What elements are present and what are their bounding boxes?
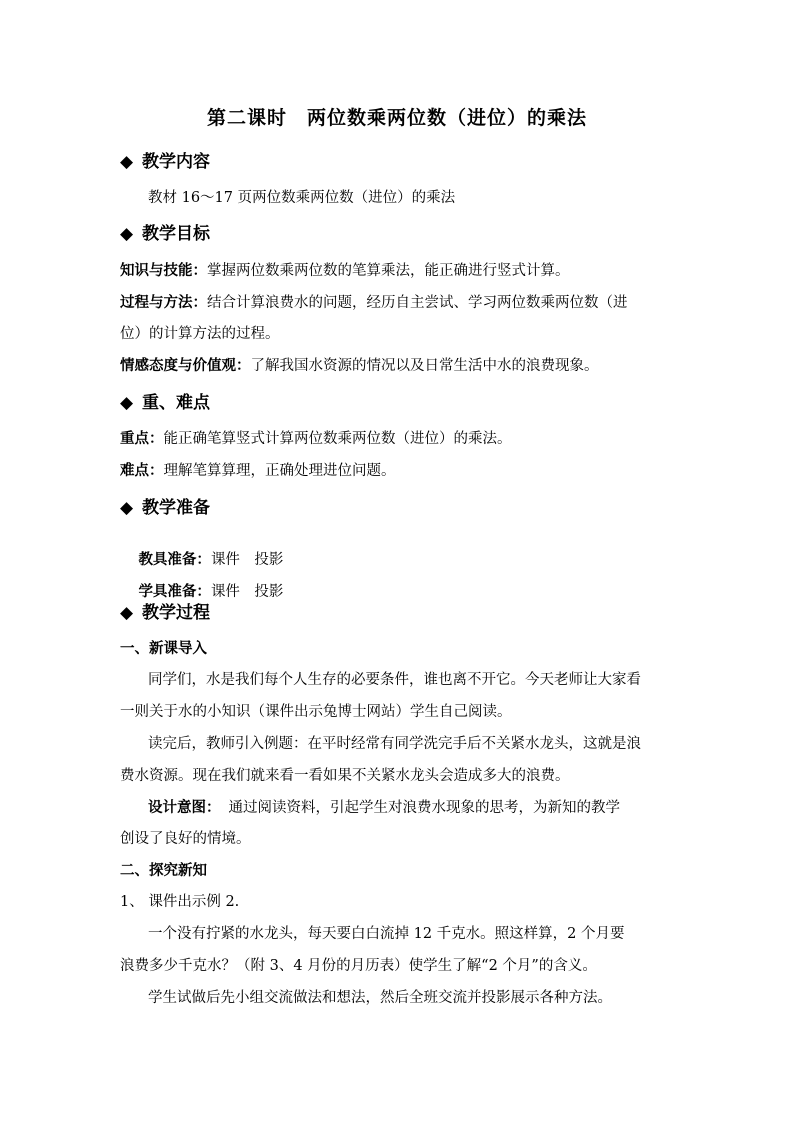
goal-knowledge <box>120 259 570 280</box>
goal-text: 结合计算浪费水的问题，经历自主尝试、学习两位数乘两位数（进 <box>207 295 628 311</box>
paragraph-line: 一个没有拧紧的水龙头，每天要白白流掉 12 千克水。照这样算，2 个月要 <box>148 926 625 942</box>
design-label: 设计意图： <box>148 799 221 816</box>
diamond-bullet-icon: ◆ <box>120 603 134 623</box>
section-heading-content <box>120 147 210 172</box>
diamond-bullet-icon: ◆ <box>120 393 134 413</box>
goal-process <box>120 291 628 312</box>
goal-process-cont: 位）的计算方法的过程。 <box>120 326 280 342</box>
paragraph-line: 同学们，水是我们每个人生存的必要条件，谁也离不开它。今天老师让大家看 <box>148 672 641 688</box>
prep-text: 课件 投影 <box>210 552 284 568</box>
key-label: 重点： <box>120 430 164 447</box>
difficult-point <box>120 459 396 480</box>
diamond-bullet-icon: ◆ <box>120 498 134 518</box>
paragraph-line: 浪费多少千克水？（附 3、4 月份的月历表）使学生了解“2 个月”的含义。 <box>120 958 597 974</box>
list-item: 1、 课件出示例 2. <box>120 894 240 910</box>
key-text: 能正确笔算竖式计算两位数乘两位数（进位）的乘法。 <box>163 431 512 447</box>
subheading-intro: 一、新课导入 <box>120 640 207 657</box>
document-title: 第二课时 两位数乘两位数（进位）的乘法 <box>206 107 587 129</box>
content-line: 教材 16～17 页两位数乘两位数（进位）的乘法 <box>148 190 456 206</box>
paragraph-line: 读完后，教师引入例题：在平时经常有同学洗完手后不关紧水龙头，这就是浪 <box>148 736 641 752</box>
key-point <box>120 427 512 448</box>
design-text: 通过阅读资料，引起学生对浪费水现象的思考，为新知的教学 <box>228 800 620 816</box>
section-heading-key-points <box>120 388 210 413</box>
goal-label: 知识与技能： <box>120 262 207 279</box>
section-title: 重、难点 <box>142 393 210 413</box>
prep-text: 课件 投影 <box>210 584 284 600</box>
paragraph-line: 学生试做后先小组交流做法和想法，然后全班交流并投影展示各种方法。 <box>148 990 612 1006</box>
key-label: 难点： <box>120 462 164 479</box>
goal-attitude <box>120 354 599 375</box>
section-heading-goals <box>120 219 210 244</box>
goal-label: 情感态度与价值观： <box>120 357 251 374</box>
section-title: 教学过程 <box>142 603 210 623</box>
paragraph-line: 创设了良好的情境。 <box>120 831 251 847</box>
design-intent <box>148 796 620 817</box>
paragraph-line: 费水资源。现在我们就来看一看如果不关紧水龙头会造成多大的浪费。 <box>120 768 570 784</box>
section-title: 教学目标 <box>142 224 210 244</box>
key-text: 理解笔算算理，正确处理进位问题。 <box>163 463 396 479</box>
diamond-bullet-icon: ◆ <box>120 224 134 244</box>
prep-label: 教具准备： <box>138 551 211 568</box>
section-heading-process <box>120 598 210 623</box>
goal-text: 掌握两位数乘两位数的笔算乘法，能正确进行竖式计算。 <box>207 263 570 279</box>
section-title: 教学内容 <box>142 152 210 172</box>
goal-text: 了解我国水资源的情况以及日常生活中水的浪费现象。 <box>250 358 599 374</box>
subheading-explore: 二、探究新知 <box>120 862 207 879</box>
section-heading-preparation <box>120 493 210 518</box>
goal-label: 过程与方法： <box>120 294 207 311</box>
diamond-bullet-icon: ◆ <box>120 152 134 172</box>
paragraph-line: 一则关于水的小知识（课件出示兔博士网站）学生自己阅读。 <box>120 704 512 720</box>
section-title: 教学准备 <box>142 498 210 518</box>
prep-label: 学具准备： <box>138 583 211 600</box>
